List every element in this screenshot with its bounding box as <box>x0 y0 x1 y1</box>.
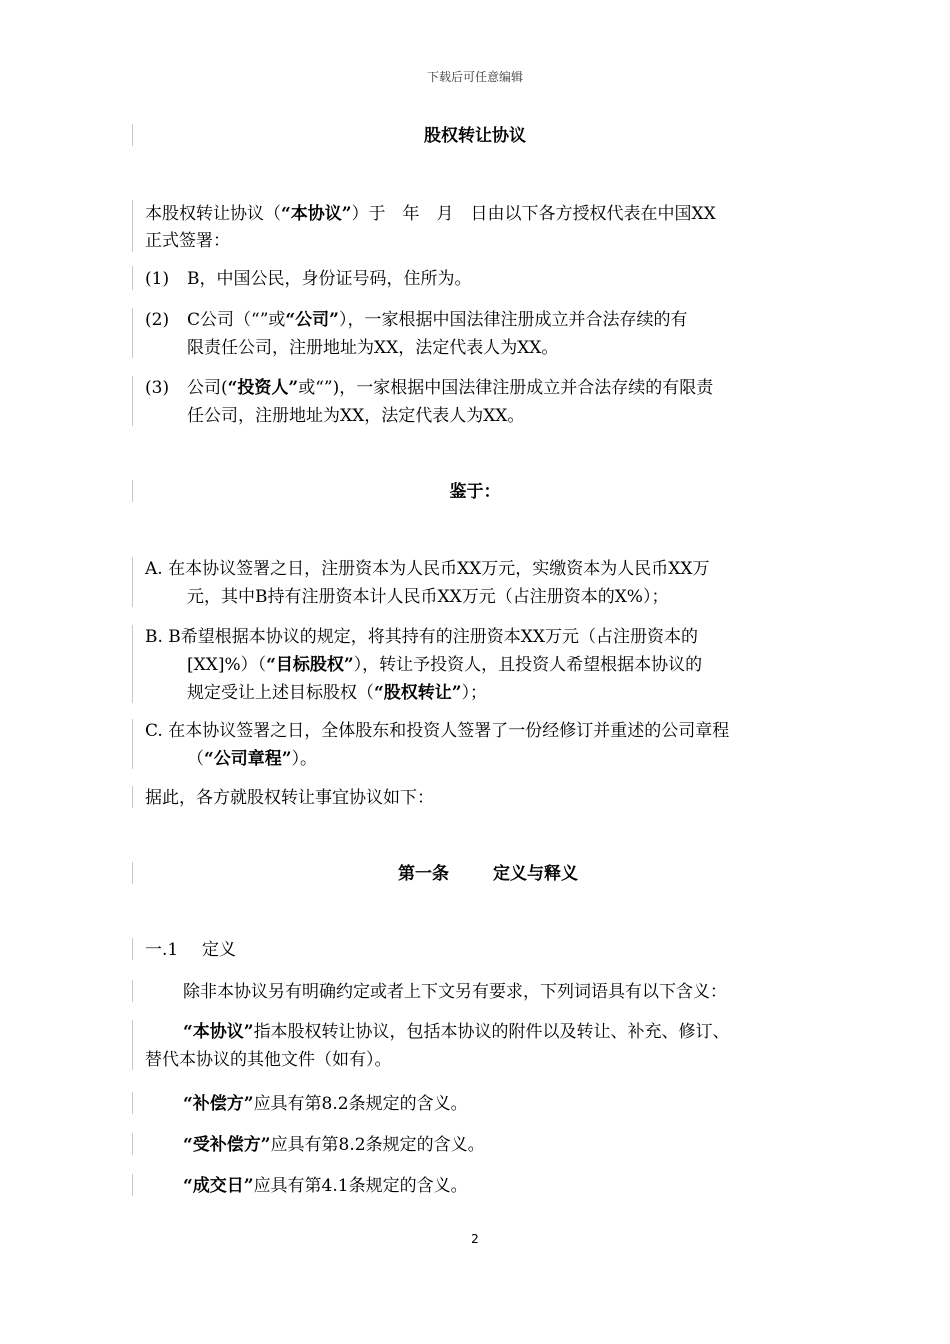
party-3-line-1: 公司(“投资人”或“”)，一家根据中国法律注册成立并合法存续的有限责 <box>187 378 714 398</box>
recital-b-line-1: B. B希望根据本协议的规定，将其持有的注册资本XX万元（占注册资本的 <box>145 627 698 647</box>
recital-a-line-1: A. 在本协议签署之日，注册资本为人民币XX万元，实缴资本为人民币XX万 <box>145 559 710 579</box>
page-header-note: 下载后可任意编辑 <box>426 70 523 84</box>
recital-c-line-2: （“公司章程”）。 <box>187 749 318 769</box>
document-title: 股权转让协议 <box>424 126 526 146</box>
revision-bar <box>132 1020 133 1070</box>
revision-bar <box>132 625 133 703</box>
definition-indemnifying-party: “补偿方”应具有第8.2条规定的含义。 <box>183 1094 468 1114</box>
revision-bar <box>132 376 133 426</box>
definition-indemnified-party: “受补偿方”应具有第8.2条规定的含义。 <box>183 1135 485 1155</box>
recital-b-line-3: 规定受让上述目标股权（“股权转让”）； <box>187 683 488 703</box>
revision-bar <box>132 308 133 358</box>
definition-closing-date: “成交日”应具有第4.1条规定的含义。 <box>183 1176 468 1196</box>
party-number: (3) <box>145 378 170 398</box>
party-number: (1) <box>145 269 170 289</box>
clause-title: 定义 <box>202 940 236 960</box>
revision-bar <box>132 557 133 607</box>
revision-bar <box>132 200 133 252</box>
definitions-lead: 除非本协议另有明确约定或者上下文另有要求，下列词语具有以下含义： <box>183 982 727 1002</box>
revision-bar <box>132 1133 133 1155</box>
revision-bar <box>132 719 133 769</box>
article-number: 第一条 <box>398 864 449 884</box>
whereas-heading: 鉴于： <box>449 482 501 502</box>
intro-line-1: 本股权转让协议（“本协议”）于 年 月 日由以下各方授权代表在中国XX <box>145 204 716 224</box>
definition-agreement-line-2: 替代本协议的其他文件（如有）。 <box>145 1050 392 1070</box>
party-3-line-2: 任公司，注册地址为XX，法定代表人为XX。 <box>187 406 525 426</box>
party-number: (2) <box>145 310 170 330</box>
revision-bar <box>132 266 133 290</box>
definition-agreement-line-1: “本协议”指本股权转让协议，包括本协议的附件以及转让、补充、修订、 <box>183 1022 730 1042</box>
revision-bar <box>132 1174 133 1196</box>
page-number: 2 <box>471 1232 479 1246</box>
article-title: 定义与释义 <box>493 864 578 884</box>
hereby-sentence: 据此，各方就股权转让事宜协议如下： <box>145 788 434 808</box>
party-2-line-1: C公司（“”或“公司”），一家根据中国法律注册成立并合法存续的有 <box>187 310 688 330</box>
revision-bar <box>132 938 133 960</box>
recital-a-line-2: 元，其中B持有注册资本计人民币XX万元（占注册资本的X%）； <box>187 587 669 607</box>
party-2-line-2: 限责任公司，注册地址为XX，法定代表人为XX。 <box>187 338 559 358</box>
recital-b-line-2: [XX]%）（“目标股权”），转让予投资人，且投资人希望根据本协议的 <box>187 655 703 675</box>
party-1-text: B，中国公民，身份证号码，住所为。 <box>187 269 472 289</box>
revision-bar <box>132 786 133 808</box>
recital-c-line-1: C. 在本协议签署之日，全体股东和投资人签署了一份经修订并重述的公司章程 <box>145 721 730 741</box>
revision-bar <box>132 862 133 884</box>
revision-bar <box>132 1092 133 1114</box>
intro-line-2: 正式签署： <box>145 231 230 251</box>
clause-number: 一.1 <box>145 940 179 960</box>
revision-bar <box>132 980 133 1002</box>
